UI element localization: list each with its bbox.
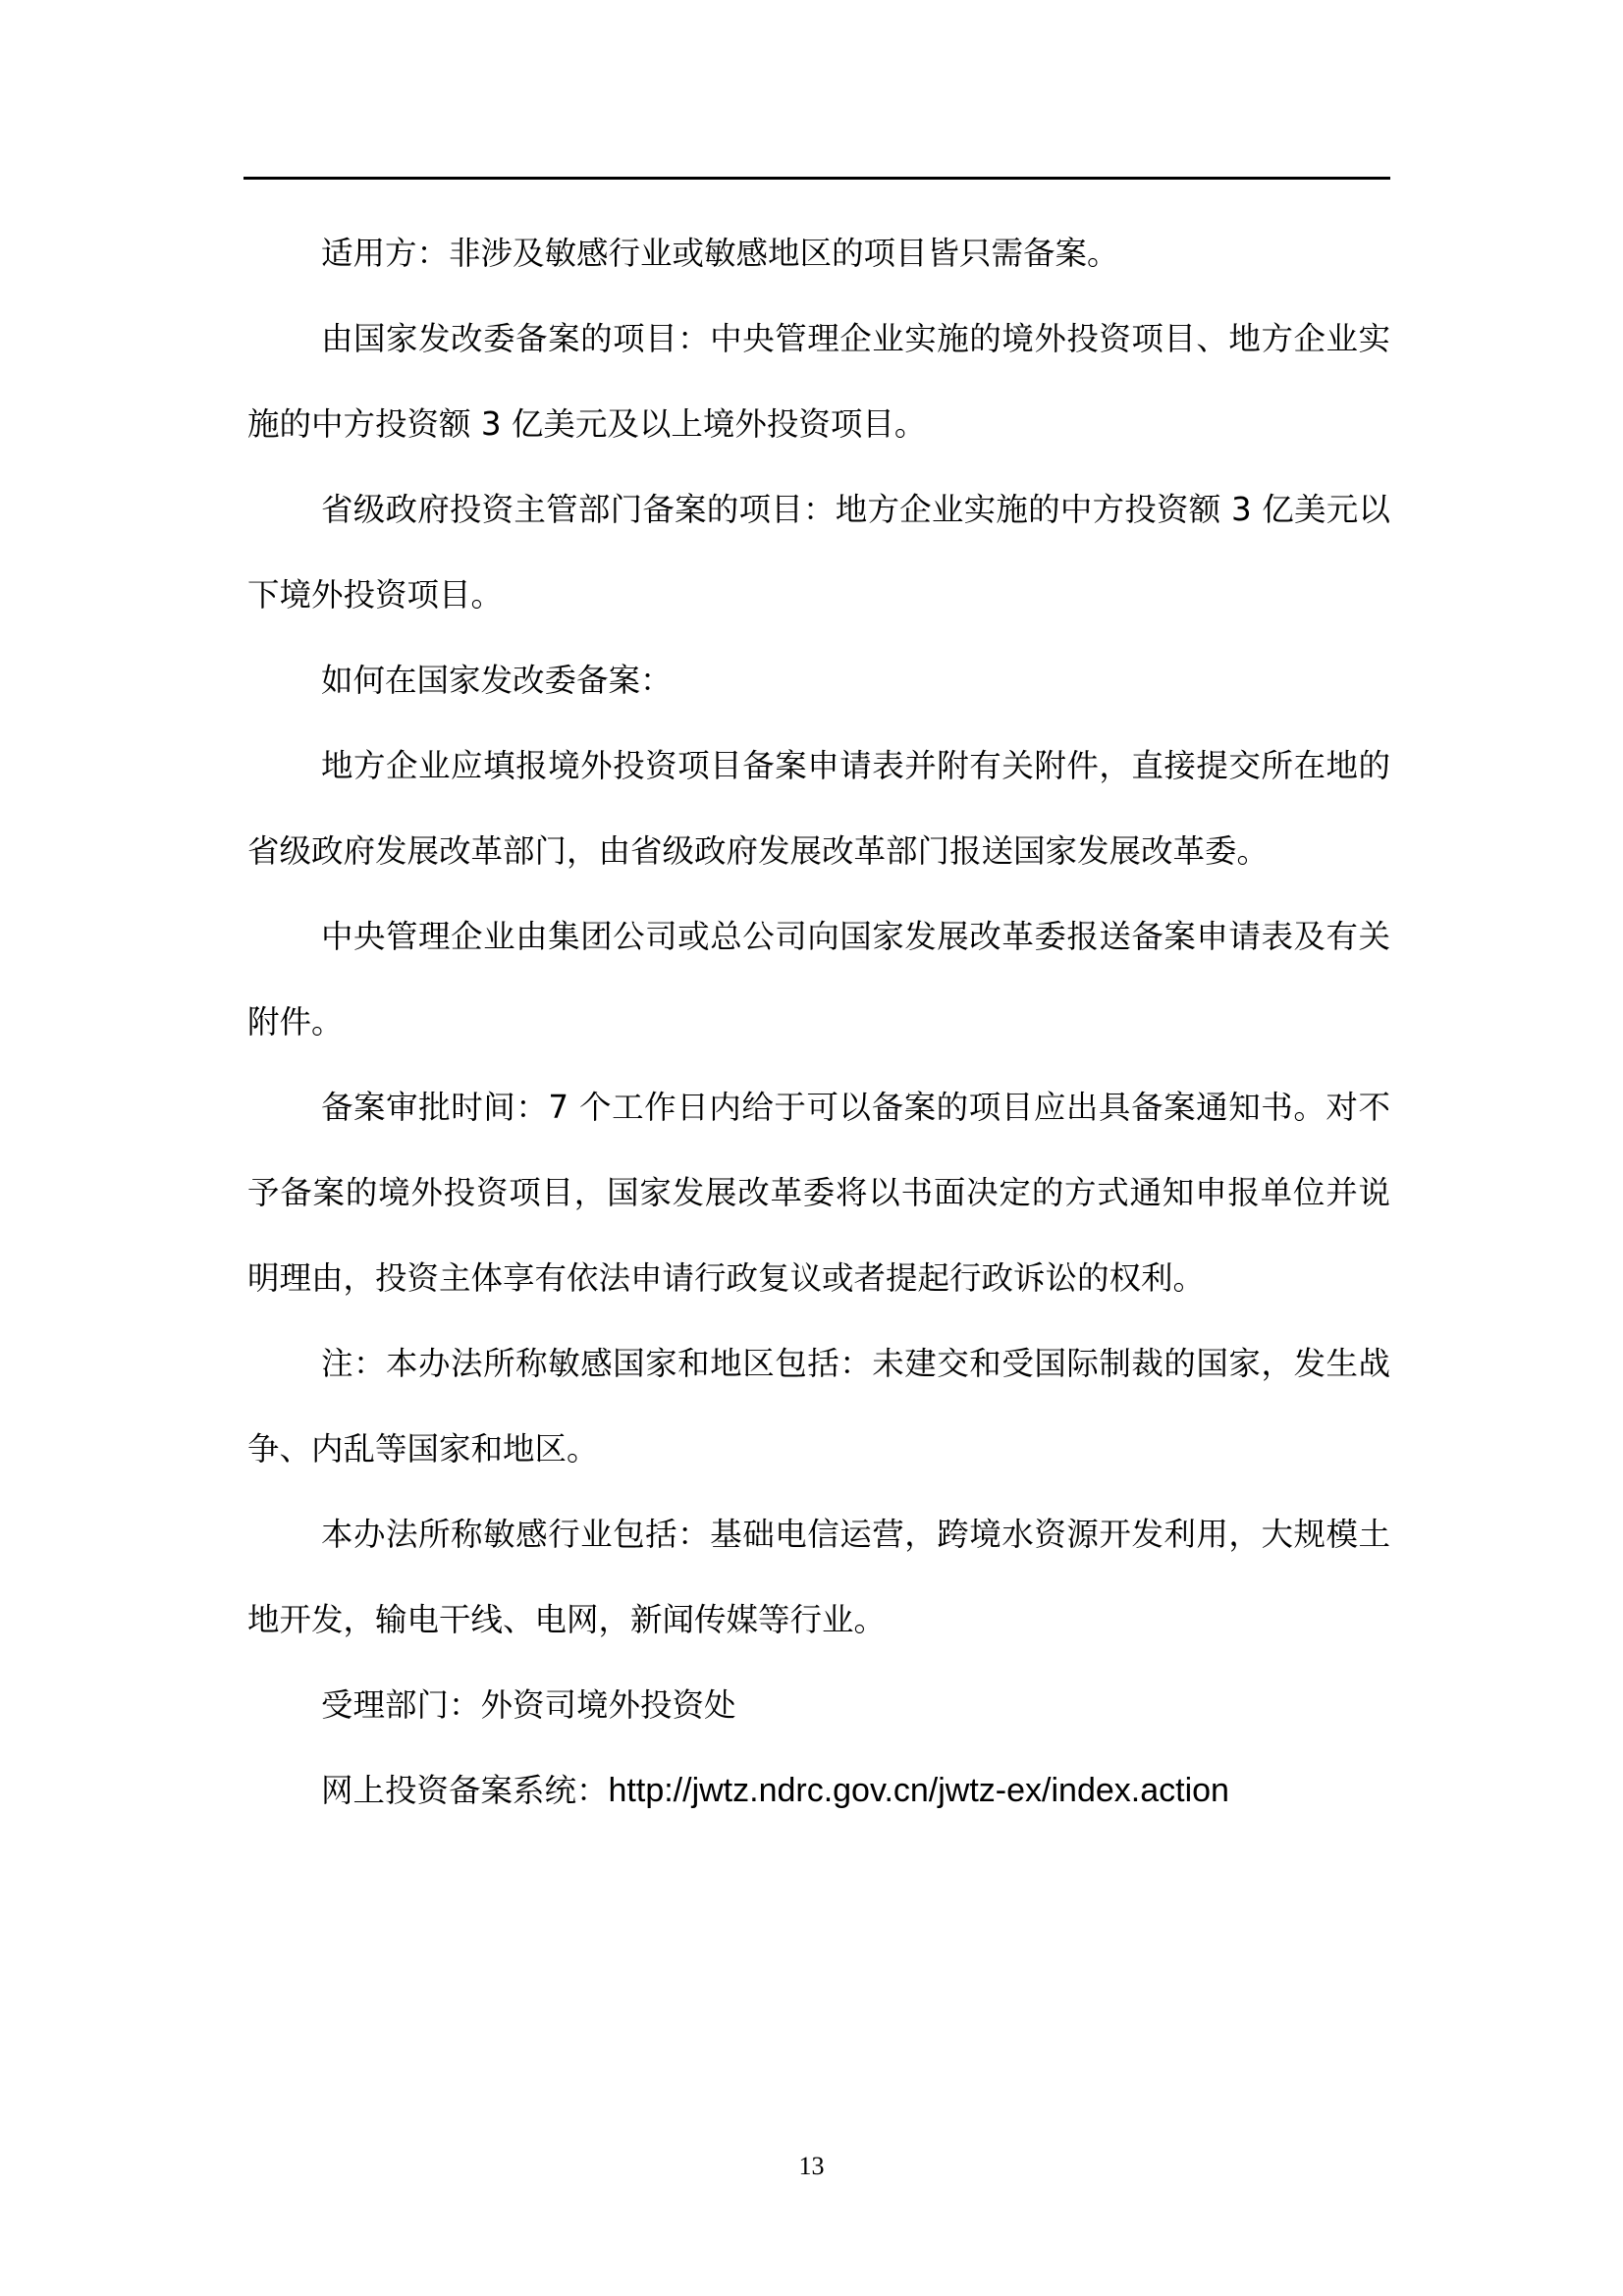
body-text — [247, 211, 1390, 1834]
page-number: 13 — [798, 2152, 825, 2180]
online-system-url[interactable]: http://jwtz.ndrc.gov.cn/jwtz-ex/index.action — [608, 1772, 1229, 1809]
paragraph-applicability: 适用方：非涉及敏感行业或敏感地区的项目皆只需备案。 — [321, 235, 1119, 272]
paragraph-central-enterprise-procedure: 中央管理企业由集团公司或总公司向国家发展改革委报送备案申请表及有关附件。 — [247, 918, 1390, 1041]
online-system-label: 网上投资备案系统： — [321, 1772, 609, 1809]
paragraph-approval-time: 备案审批时间：7 个工作日内给于可以备案的项目应出具备案通知书。对不予备案的境外投资项目，国家发展改革委将以书面决定的方式通知申报单位并说明理由，投资主体享有依法申请行政复议或者提起行政诉讼的权利。 — [247, 1089, 1390, 1297]
paragraph-online-system — [247, 1748, 1390, 1834]
paragraph-sensitive-industries: 本办法所称敏感行业包括：基础电信运营，跨境水资源开发利用，大规模土地开发，输电干线、电网，新闻传媒等行业。 — [247, 1516, 1390, 1638]
paragraph-local-enterprise-procedure: 地方企业应填报境外投资项目备案申请表并附有关附件，直接提交所在地的省级政府发展改革部门，由省级政府发展改革部门报送国家发展改革委。 — [247, 747, 1390, 870]
paragraph-ndrc-filing-projects: 由国家发改委备案的项目：中央管理企业实施的境外投资项目、地方企业实施的中方投资额 3 亿美元及以上境外投资项目。 — [247, 320, 1390, 443]
paragraph-provincial-filing-projects: 省级政府投资主管部门备案的项目：地方企业实施的中方投资额 3 亿美元以下境外投资项目。 — [247, 491, 1390, 614]
paragraph-how-to-file-heading: 如何在国家发改委备案： — [321, 662, 673, 699]
header-rule — [243, 177, 1390, 180]
paragraph-accepting-department: 受理部门：外资司境外投资处 — [321, 1686, 736, 1724]
paragraph-sensitive-regions-note: 注：本办法所称敏感国家和地区包括：未建交和受国际制裁的国家，发生战争、内乱等国家和地区。 — [247, 1345, 1390, 1468]
